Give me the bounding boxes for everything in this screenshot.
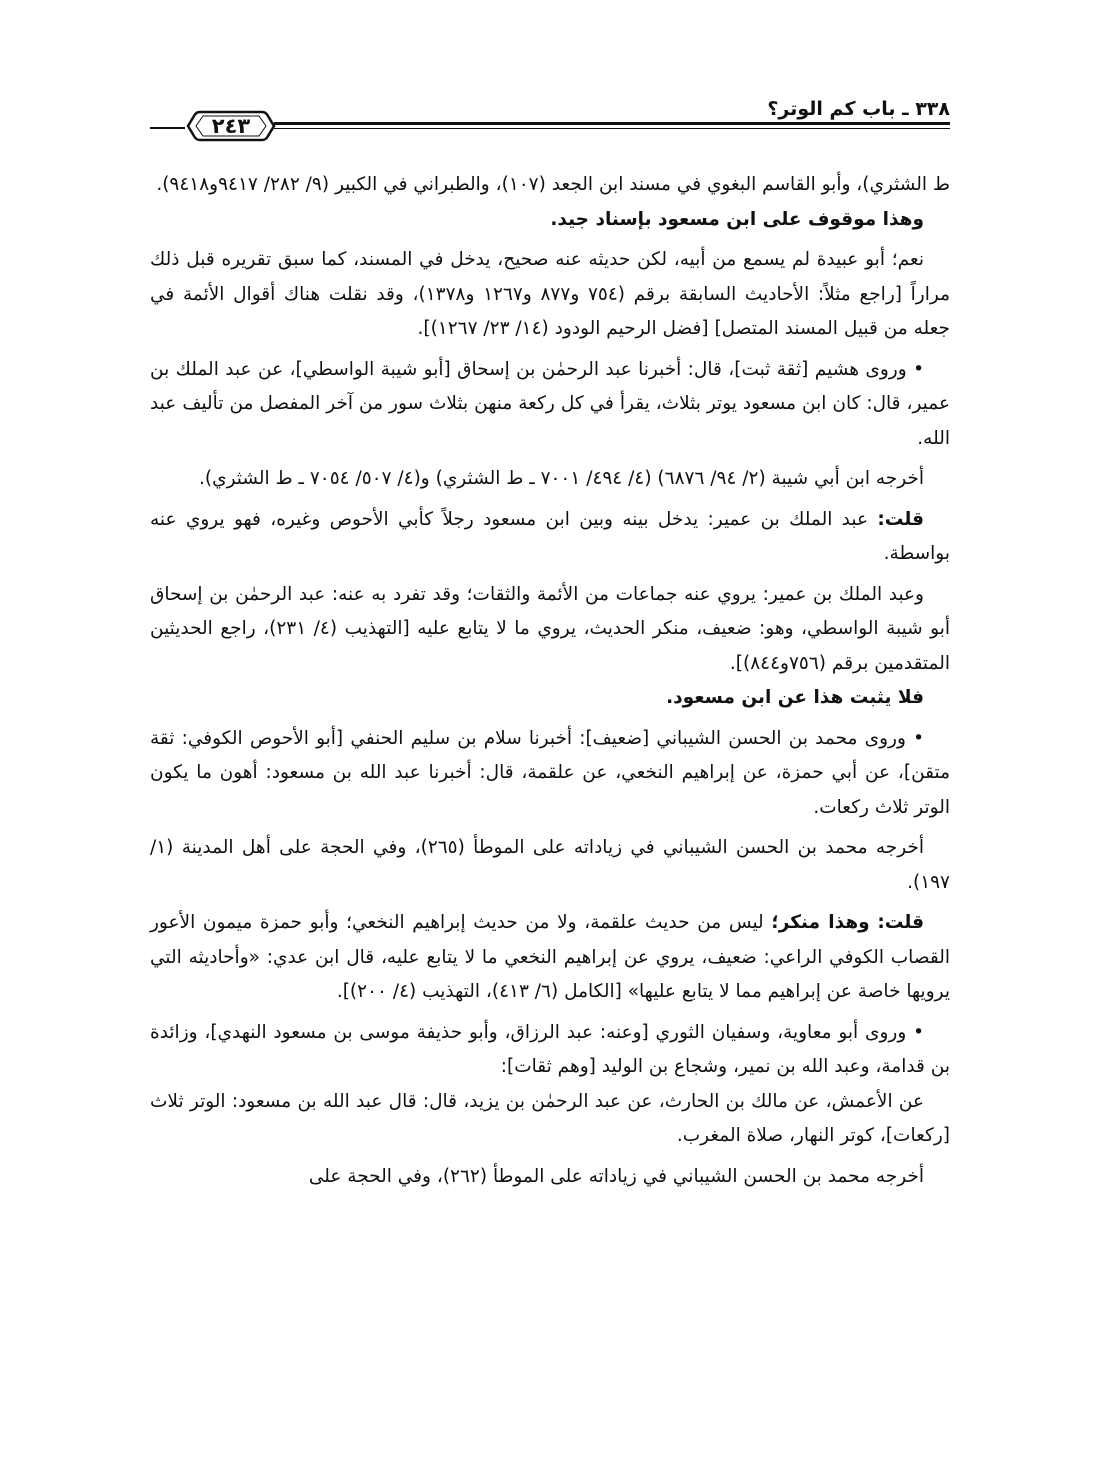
- page-header: [150, 86, 950, 144]
- paragraph: ط الشثري)، وأبو القاسم البغوي في مسند ابن الجعد (١٠٧)، والطبراني في الكبير (٩/ ٢٨٢/ ٩٤١٧و٩٤١٨).: [156, 174, 950, 195]
- page-number: ٢٤٣: [211, 114, 251, 138]
- paragraph: فلا يثبت هذا عن ابن مسعود.: [666, 687, 924, 708]
- page-body: [150, 168, 950, 1194]
- paragraph: • وروى أبو معاوية، وسفيان الثوري [وعنه: عبد الرزاق، وأبو حذيفة موسى بن مسعود النهدي]، وزائدة بن قدامة، وعبد الله بن نمير، وشجاع بن الوليد [وهم ثقات]:: [150, 1021, 950, 1077]
- running-title: ٣٣٨ ـ باب كم الوتر؟: [767, 98, 950, 120]
- paragraph: • وروى محمد بن الحسن الشيباني [ضعيف]: أخبرنا سلام بن سليم الحنفي [أبو الأحوص الكوفي: ثقة متقن]، عن أبي حمزة، عن إبراهيم النخعي، عن علقمة، قال: أخبرنا عبد الله بن مسعود: أهون ما يكون الوتر ثلاث ركعات.: [150, 727, 950, 818]
- bullet-marker: •: [913, 358, 924, 380]
- paragraph: أخرجه محمد بن الحسن الشيباني في زياداته على الموطأ (٢٦٥)، وفي الحجة على أهل المدينة (١/ ١٩٧).: [150, 837, 950, 893]
- bullet-marker: •: [913, 1021, 924, 1043]
- paragraph-label: وهذا منكر؛: [771, 912, 870, 933]
- paragraph: وعبد الملك بن عمير: يروي عنه جماعات من الأئمة والثقات؛ وقد تفرد به عنه: عبد الرحمٰن بن إسحاق أبو شيبة الواسطي، وهو: ضعيف، منكر الحديث، يروي ما لا يتابع عليه [التهذيب (٤/ ٢٣١)، راجع الحديثين المتقدمين برقم (٧٥٦و٨٤٤)].: [150, 583, 950, 674]
- paragraph: أخرجه ابن أبي شيبة (٢/ ٩٤/ ٦٨٧٦) (٤/ ٤٩٤/ ٧٠٠١ ـ ط الشثري) و(٤/ ٥٠٧/ ٧٠٥٤ ـ ط الشثري).: [199, 468, 924, 489]
- header-rule-thick: [274, 122, 950, 125]
- paragraph: أخرجه محمد بن الحسن الشيباني في زياداته على الموطأ (٢٦٢)، وفي الحجة على: [308, 1165, 924, 1187]
- bullet-marker: •: [913, 727, 924, 749]
- header-rule-thin: [274, 128, 950, 129]
- paragraph: وهذا موقوف على ابن مسعود بإسناد جيد.: [550, 208, 924, 230]
- header-rule-left: [150, 127, 185, 129]
- page-number-badge: [186, 108, 276, 144]
- paragraph: قلت: عبد الملك بن عمير: يدخل بينه وبين ابن مسعود رجلاً كأبي الأحوص وغيره، فهو يروي عنه بواسطة.: [150, 508, 950, 564]
- paragraph: قلت: وهذا منكر؛ ليس من حديث علقمة، ولا من حديث إبراهيم النخعي؛ وأبو حمزة ميمون الأعور القصاب الكوفي الراعي: ضعيف، يروي عن إبراهيم النخعي ما لا يتابع عليه، قال ابن عدي: «وأحاديثه التي يرويها خاصة عن إبراهيم مما لا يتابع عليها» [الكامل (٦/ ٤١٣)، التهذيب (٤/ ٢٠٠)].: [150, 912, 950, 1002]
- paragraph-label: قلت:: [877, 912, 924, 933]
- paragraph-label: قلت:: [877, 508, 925, 530]
- paragraph: نعم؛ أبو عبيدة لم يسمع من أبيه، لكن حديثه عنه صحيح، يدخل في المسند، كما سبق تقريره قبل ذلك مراراً [راجع مثلاً: الأحاديث السابقة برقم (٧٥٤ و٨٧٧ و١٢٦٧ و١٣٧٨)، وقد نقلت هناك أقوال الأئمة في جعله من قبيل المسند المتصل] [فضل الرحيم الودود (١٤/ ٢٣/ ١٢٦٧)].: [150, 249, 950, 339]
- paragraph: عن الأعمش، عن مالك بن الحارث، عن عبد الرحمٰن بن يزيد، قال: قال عبد الله بن مسعود: الوتر ثلاث [ركعات]، كوتر النهار، صلاة المغرب.: [150, 1090, 950, 1146]
- paragraph: • وروى هشيم [ثقة ثبت]، قال: أخبرنا عبد الرحمٰن بن إسحاق [أبو شيبة الواسطي]، عن عبد الملك بن عمير، قال: كان ابن مسعود يوتر بثلاث، يقرأ في كل ركعة منهن بثلاث سور من آخر المفصل من تأليف عبد الله.: [150, 358, 950, 449]
